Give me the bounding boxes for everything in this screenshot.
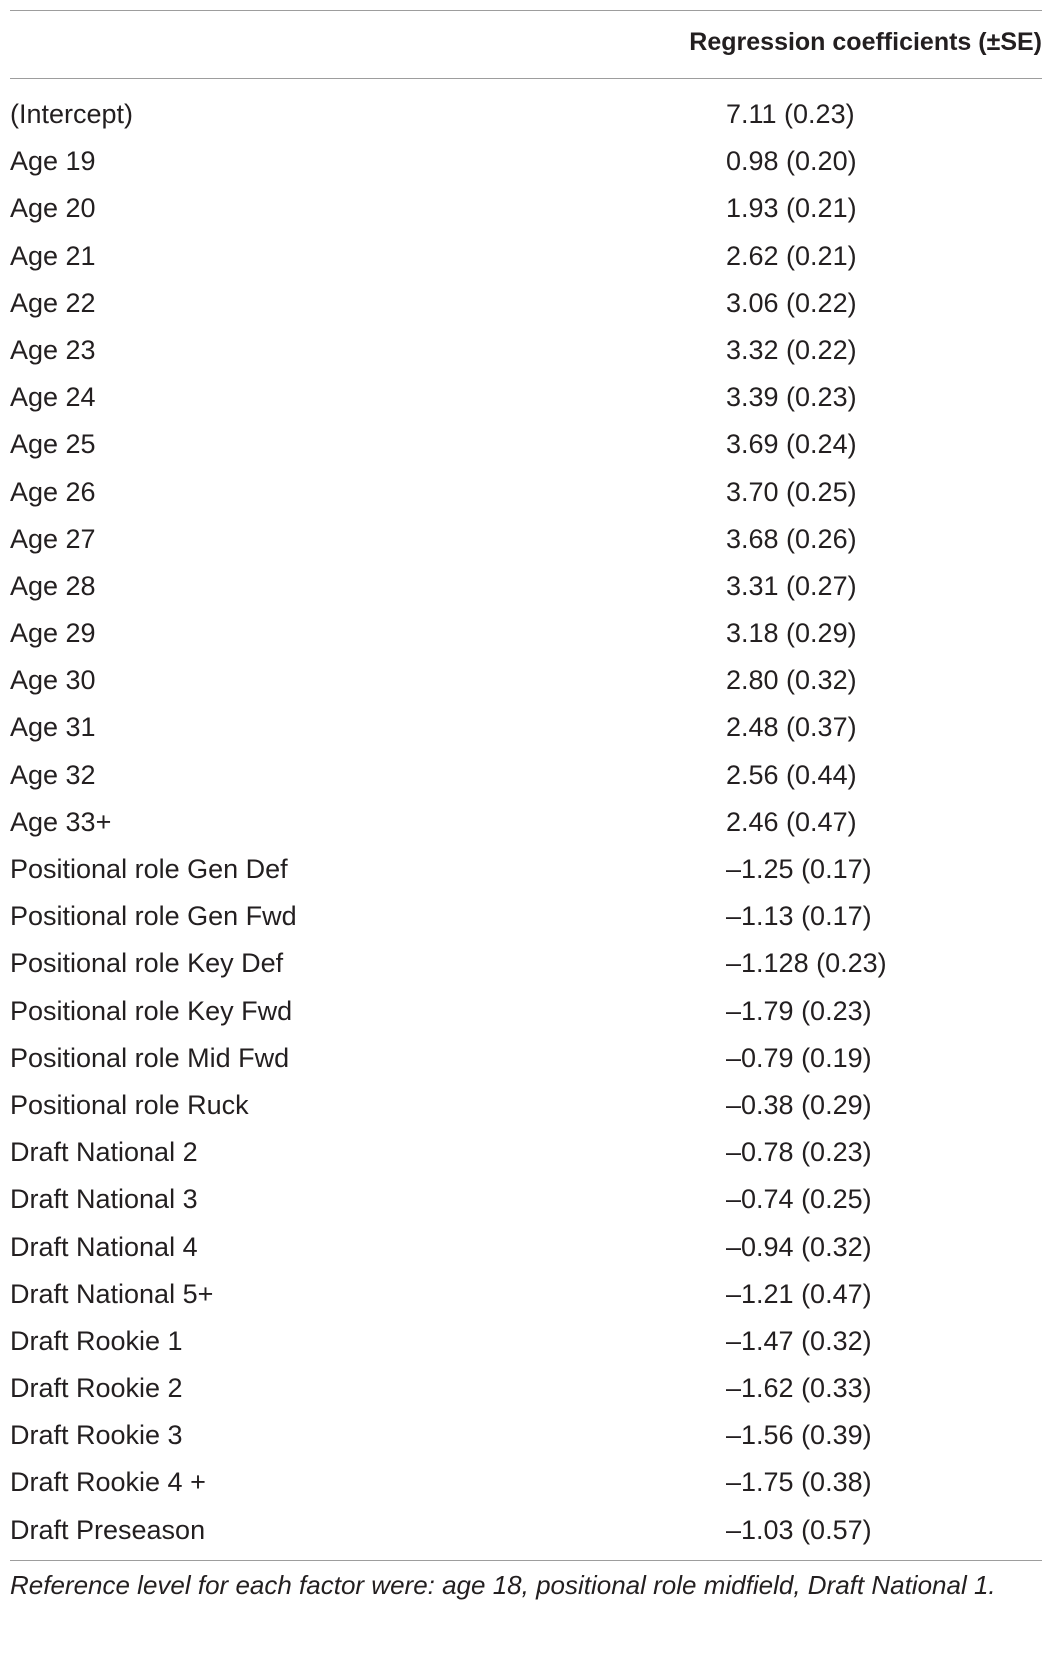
row-label: Age 32 <box>10 759 96 790</box>
table-row <box>10 183 1042 230</box>
row-label: Age 19 <box>10 146 96 177</box>
row-coefficient: –1.128 (0.23) <box>726 948 887 979</box>
table-row <box>10 325 1042 372</box>
table-footnote: Reference level for each factor were: age 18, positional role midfield, Draft National 1. <box>10 1569 996 1600</box>
table-row <box>10 655 1042 702</box>
row-coefficient: –1.25 (0.17) <box>726 854 872 884</box>
row-coefficient: –0.38 (0.29) <box>726 1089 872 1120</box>
row-label: Draft Rookie 2 <box>10 1373 183 1404</box>
row-coefficient: –1.56 (0.39) <box>726 1420 872 1451</box>
row-label: Draft Preseason <box>10 1514 206 1545</box>
table-row <box>10 231 1042 278</box>
table-row <box>10 844 1042 891</box>
row-coefficient: 3.18 (0.29) <box>726 618 857 649</box>
row-coefficient: –0.94 (0.32) <box>726 1231 872 1262</box>
row-label: Positional role Mid Fwd <box>10 1042 290 1073</box>
table-row <box>10 1457 1042 1504</box>
row-coefficient: 3.68 (0.26) <box>726 523 857 554</box>
table-row <box>10 561 1042 608</box>
row-coefficient: 2.48 (0.37) <box>726 712 857 743</box>
row-label: Positional role Key Def <box>10 948 284 979</box>
row-coefficient: 3.06 (0.22) <box>726 287 857 318</box>
regression-table <box>10 10 1042 1604</box>
table-row <box>10 702 1042 749</box>
row-label: Draft National 5+ <box>10 1278 214 1309</box>
table-row <box>10 1410 1042 1457</box>
row-label: Draft National 3 <box>10 1184 198 1215</box>
table-row <box>10 514 1042 561</box>
table-header-row <box>10 11 1042 78</box>
table-row <box>10 608 1042 655</box>
table-row <box>10 1127 1042 1174</box>
row-coefficient: –1.21 (0.47) <box>726 1278 872 1309</box>
row-label: (Intercept) <box>10 99 134 129</box>
row-coefficient: 2.62 (0.21) <box>726 240 857 271</box>
row-label: Positional role Ruck <box>10 1089 249 1120</box>
row-label: Draft Rookie 3 <box>10 1420 183 1451</box>
row-label: Positional role Key Fwd <box>10 995 293 1026</box>
table-row <box>10 1269 1042 1316</box>
header-coefficients: Regression coefficients (±SE) <box>689 28 1042 56</box>
row-coefficient: 1.93 (0.21) <box>726 193 857 224</box>
table-row <box>10 1363 1042 1410</box>
row-label: Age 21 <box>10 240 96 271</box>
table-row <box>10 467 1042 514</box>
row-coefficient: 3.69 (0.24) <box>726 429 857 460</box>
table-row <box>10 1316 1042 1363</box>
row-coefficient: –1.62 (0.33) <box>726 1373 872 1404</box>
row-coefficient: 3.70 (0.25) <box>726 476 857 507</box>
row-label: Age 22 <box>10 287 96 318</box>
table-row <box>10 136 1042 183</box>
row-label: Draft Rookie 4 + <box>10 1467 206 1498</box>
row-coefficient: –1.03 (0.57) <box>726 1514 872 1545</box>
row-coefficient: 3.39 (0.23) <box>726 382 857 413</box>
table-row <box>10 89 1042 136</box>
row-coefficient: –0.79 (0.19) <box>726 1042 872 1073</box>
row-label: Positional role Gen Fwd <box>10 901 297 932</box>
table-row <box>10 372 1042 419</box>
row-coefficient: 2.56 (0.44) <box>726 759 857 790</box>
table-row <box>10 938 1042 985</box>
table-row <box>10 419 1042 466</box>
row-label: Age 24 <box>10 382 96 413</box>
row-label: Age 29 <box>10 618 96 649</box>
row-label: Age 27 <box>10 523 96 554</box>
row-coefficient: 3.32 (0.22) <box>726 334 857 365</box>
table-row <box>10 1080 1042 1127</box>
row-coefficient: –1.47 (0.32) <box>726 1325 872 1356</box>
table-row <box>10 986 1042 1033</box>
row-label: Age 25 <box>10 429 96 460</box>
table-row <box>10 1033 1042 1080</box>
row-coefficient: –1.75 (0.38) <box>726 1467 872 1498</box>
row-coefficient: 0.98 (0.20) <box>726 146 857 177</box>
row-coefficient: –1.79 (0.23) <box>726 995 872 1026</box>
row-coefficient: 3.31 (0.27) <box>726 570 857 601</box>
row-label: Age 20 <box>10 193 96 224</box>
row-label: Draft National 2 <box>10 1137 198 1168</box>
table-row <box>10 1222 1042 1269</box>
table-row <box>10 797 1042 844</box>
row-label: Draft Rookie 1 <box>10 1325 183 1356</box>
row-label: Age 26 <box>10 476 96 507</box>
row-label: Age 30 <box>10 665 96 696</box>
table-row <box>10 1174 1042 1221</box>
row-label: Draft National 4 <box>10 1231 198 1262</box>
row-coefficient: 2.80 (0.32) <box>726 665 857 696</box>
row-label: Age 28 <box>10 570 96 601</box>
row-label: Positional role Gen Def <box>10 854 288 884</box>
row-coefficient: 7.11 (0.23) <box>726 99 855 129</box>
row-label: Age 31 <box>10 712 96 743</box>
row-coefficient: –0.74 (0.25) <box>726 1184 872 1215</box>
row-label: Age 23 <box>10 334 96 365</box>
table-body <box>10 79 1042 1560</box>
row-coefficient: 2.46 (0.47) <box>726 806 857 837</box>
row-coefficient: –0.78 (0.23) <box>726 1137 872 1168</box>
row-label: Age 33+ <box>10 806 112 837</box>
table-row <box>10 750 1042 797</box>
row-coefficient: –1.13 (0.17) <box>726 901 872 932</box>
table-row <box>10 1505 1042 1552</box>
table-row <box>10 278 1042 325</box>
table-row <box>10 891 1042 938</box>
